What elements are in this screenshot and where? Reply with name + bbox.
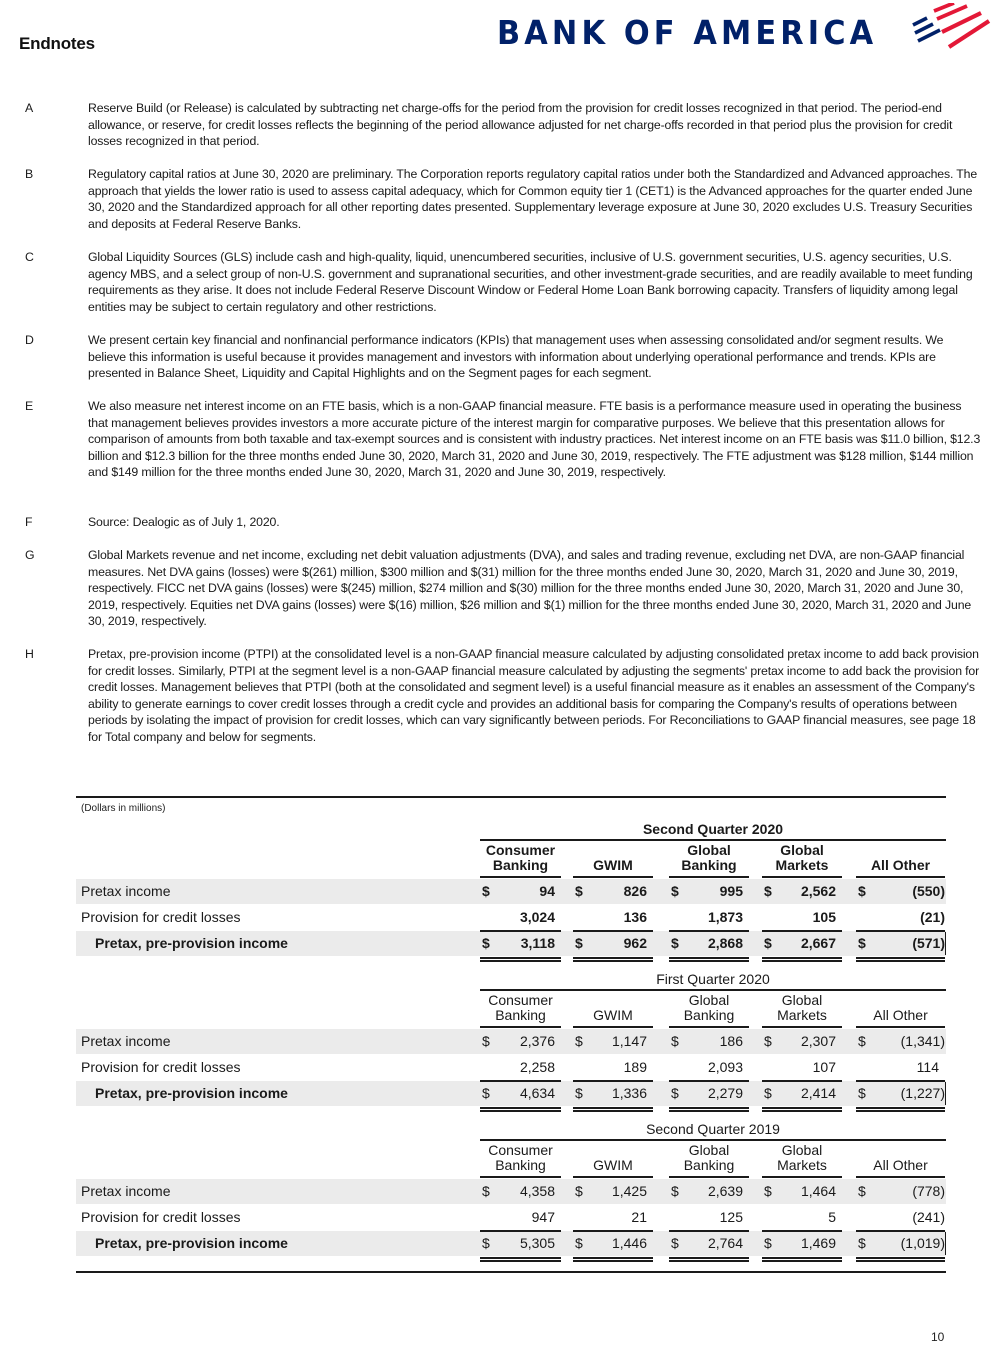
table-cell <box>856 883 945 900</box>
endnote-text: Global Markets revenue and net income, excluding net debit valuation adjustments (DVA), and sales and trading revenue, excluding net DVA, are non-GAAP financial measures. Net DVA gains (losses) were $(261) million, $300 million and $(31) million for the three months ended June 30, 2020, March 31, 2020 and June 30, 2019, respectively. FICC net DVA gains (losses) were $(245) million, $274 million and $(30) million for the three months ended June 30, 2020, March 31, 2020 and June 30, 2019, respectively. Equities net DVA gains (losses) were $(16) million, $26 million and $(1) million for the three months ended June 30, 2020, March 31, 2020 and June 30, 2019, respectively. <box>88 548 972 629</box>
column-header <box>762 843 842 873</box>
column-header-rule <box>669 1026 749 1028</box>
currency-symbol: $ <box>764 883 772 899</box>
currency-symbol: $ <box>482 935 490 951</box>
cell-value: 107 <box>812 1059 836 1075</box>
subtotal-rule <box>762 1080 842 1082</box>
provision-row <box>76 905 946 930</box>
column-header-rule <box>856 1176 945 1178</box>
row-label: Pretax income <box>81 1183 171 1199</box>
currency-symbol: $ <box>671 883 679 899</box>
cell-value: 4,358 <box>519 1183 555 1199</box>
currency-symbol: $ <box>671 1183 679 1199</box>
table-cell <box>856 1209 945 1226</box>
total-double-rule <box>480 1257 561 1262</box>
cell-value: (1,227) <box>900 1085 945 1101</box>
table-cell <box>480 935 561 952</box>
table-cell <box>762 935 842 952</box>
cell-value: 1,469 <box>800 1235 836 1251</box>
subtotal-rule <box>669 1230 749 1232</box>
table-cell <box>573 1059 653 1076</box>
column-header-line1: Consumer <box>488 1142 553 1158</box>
endnote-letter: B <box>25 167 34 181</box>
currency-symbol: $ <box>858 1085 866 1101</box>
subtotal-rule <box>669 1080 749 1082</box>
column-header <box>762 993 842 1023</box>
column-header-line2: Banking <box>492 857 549 873</box>
total-double-rule <box>762 1257 842 1262</box>
ptpi-row <box>76 1231 946 1256</box>
currency-symbol: $ <box>575 883 583 899</box>
column-header-line1 <box>573 1143 653 1158</box>
table-cell <box>669 883 749 900</box>
currency-symbol: $ <box>482 1235 490 1251</box>
subtotal-rule <box>573 1230 653 1232</box>
page-number: 10 <box>931 1330 945 1344</box>
currency-symbol: $ <box>575 1183 583 1199</box>
column-header <box>573 843 653 873</box>
column-header-line1: Global <box>781 1142 823 1158</box>
column-header-line1: Global <box>687 842 731 858</box>
row-label: Pretax income <box>81 1033 171 1049</box>
table-cell <box>762 883 842 900</box>
cell-value: 2,376 <box>519 1033 555 1049</box>
cell-value: 995 <box>719 883 743 899</box>
currency-symbol: $ <box>575 1033 583 1049</box>
table-cell <box>669 1085 749 1102</box>
currency-symbol: $ <box>858 935 866 951</box>
total-double-rule <box>856 957 945 962</box>
ptpi-row <box>76 1081 946 1106</box>
period-header-rule <box>480 839 946 841</box>
cell-value: (21) <box>920 909 945 925</box>
table-cell <box>856 1183 945 1200</box>
column-header-line1 <box>856 843 945 858</box>
endnote-letter: H <box>25 647 34 661</box>
cell-value: 4,634 <box>519 1085 555 1101</box>
endnote-h <box>0 646 984 746</box>
table-cell <box>669 935 749 952</box>
cell-value: 125 <box>719 1209 743 1225</box>
currency-symbol: $ <box>575 1235 583 1251</box>
total-double-rule <box>762 957 842 962</box>
subtotal-rule <box>856 1080 945 1082</box>
cell-value: 2,667 <box>800 935 836 951</box>
table-cell <box>573 1235 653 1252</box>
endnote-letter: C <box>25 250 34 264</box>
column-header-rule <box>762 876 842 878</box>
cell-value: (778) <box>912 1183 945 1199</box>
table-cell <box>856 1059 945 1076</box>
subtotal-rule <box>480 1080 561 1082</box>
table-cell <box>762 1183 842 1200</box>
column-header-line1 <box>573 993 653 1008</box>
table-cell <box>669 1235 749 1252</box>
subtotal-rule <box>669 930 749 932</box>
column-header-rule <box>669 876 749 878</box>
table-cell <box>669 909 749 926</box>
provision-row <box>76 1205 946 1230</box>
table-cell <box>856 1085 945 1102</box>
endnote-text: We present certain key financial and nonfinancial performance indicators (KPIs) that management uses when assessing consolidated and/or segment results. We believe this information is useful because it provides management and investors with information about underlying operational performance and trends. KPIs are presented in Balance Sheet, Liquidity and Capital Highlights and on the Segment pages for each segment. <box>88 333 944 381</box>
cell-value: 962 <box>623 935 647 951</box>
column-header-line1 <box>573 843 653 858</box>
currency-symbol: $ <box>764 1235 772 1251</box>
cell-border <box>945 932 946 955</box>
cell-value: 1,336 <box>611 1085 647 1101</box>
column-header-rule <box>856 876 945 878</box>
currency-symbol: $ <box>858 1235 866 1251</box>
endnote-b <box>0 166 984 232</box>
currency-symbol: $ <box>482 1183 490 1199</box>
cell-value: 105 <box>812 909 836 925</box>
row-label: Pretax income <box>81 883 171 899</box>
column-header-rule <box>573 1026 653 1028</box>
cell-value: 94 <box>539 883 555 899</box>
column-header <box>856 993 945 1023</box>
currency-symbol: $ <box>764 1033 772 1049</box>
pretax-income-row <box>76 1179 946 1204</box>
table-cell <box>762 1085 842 1102</box>
column-header-line1: Consumer <box>485 842 556 858</box>
column-header <box>856 843 945 873</box>
cell-value: (241) <box>912 1209 945 1225</box>
table-cell <box>856 1235 945 1252</box>
cell-value: 1,873 <box>707 909 743 925</box>
column-header-line2: Markets <box>775 857 829 873</box>
table-cell <box>762 909 842 926</box>
table-cell <box>856 1033 945 1050</box>
endnote-text: We also measure net interest income on an FTE basis, which is a non-GAAP financial measure. FTE basis is a performance measure used in operating the business that management believes provides investors a more accurate picture of the interest margin for comparative purposes. We believe that this presentation allows for comparison of amounts from both taxable and tax-exempt sources and is consistent with industry practices. Net interest income on an FTE basis was $11.0 billion, $12.3 billion and $12.3 billion for the three months ended June 30, 2020, March 31, 2020 and June 30, 2019, respectively. The FTE adjustment was $128 million, $144 million and $149 million for the three months ended June 30, 2020, March 31, 2020 and June 30, 2019, respectively. <box>88 399 981 480</box>
cell-value: 1,464 <box>800 1183 836 1199</box>
total-double-rule <box>573 1257 653 1262</box>
subtotal-rule <box>480 1230 561 1232</box>
subtotal-rule <box>480 930 561 932</box>
total-double-rule <box>573 1107 653 1112</box>
table-cell <box>480 883 561 900</box>
period-header: Second Quarter 2019 <box>646 1121 780 1137</box>
endnote-letter: E <box>25 399 34 413</box>
column-header-line1: Global <box>780 842 824 858</box>
currency-symbol: $ <box>764 1085 772 1101</box>
column-header-rule <box>856 1026 945 1028</box>
currency-symbol: $ <box>575 935 583 951</box>
cell-value: 1,425 <box>611 1183 647 1199</box>
bank-of-america-logo <box>497 3 992 53</box>
column-header <box>856 1143 945 1173</box>
table-cell <box>762 1033 842 1050</box>
cell-border <box>945 1082 946 1105</box>
currency-symbol: $ <box>858 1183 866 1199</box>
subtotal-rule <box>856 930 945 932</box>
cell-value: 5 <box>828 1209 836 1225</box>
pretax-income-row <box>76 1029 946 1054</box>
row-label: Provision for credit losses <box>81 1059 241 1075</box>
row-label: Pretax, pre-provision income <box>95 1235 288 1251</box>
cell-value: 826 <box>623 883 647 899</box>
period-header: First Quarter 2020 <box>656 971 770 987</box>
column-header-line2: All Other <box>873 1007 928 1023</box>
table-cell <box>573 1183 653 1200</box>
cell-value: 2,868 <box>707 935 743 951</box>
column-header-line1 <box>856 1143 945 1158</box>
logo-wordmark: BANK OF AMERICA <box>497 13 878 52</box>
cell-value: 1,446 <box>611 1235 647 1251</box>
table-cell <box>573 1085 653 1102</box>
column-header-line2: GWIM <box>593 857 633 873</box>
page-title: Endnotes <box>19 34 95 53</box>
currency-symbol: $ <box>575 1085 583 1101</box>
table-cell <box>480 1235 561 1252</box>
cell-value: 114 <box>916 1059 939 1075</box>
pretax-income-row <box>76 879 946 904</box>
table-cell <box>669 1033 749 1050</box>
endnote-letter: G <box>25 548 35 562</box>
cell-value: (571) <box>912 935 945 951</box>
cell-value: 3,024 <box>519 909 555 925</box>
cell-value: 1,147 <box>611 1033 647 1049</box>
table-cell <box>480 1085 561 1102</box>
column-header-line2: All Other <box>873 1157 928 1173</box>
column-header <box>480 1143 561 1173</box>
column-header-line1: Global <box>688 1142 730 1158</box>
endnote-c <box>0 249 984 315</box>
column-header-rule <box>762 1176 842 1178</box>
currency-symbol: $ <box>764 1183 772 1199</box>
cell-value: 2,562 <box>800 883 836 899</box>
endnote-a <box>0 100 984 150</box>
table-cell <box>762 1059 842 1076</box>
endnote-letter: A <box>25 101 34 115</box>
ptpi-row <box>76 931 946 956</box>
currency-symbol: $ <box>482 1033 490 1049</box>
total-double-rule <box>762 1107 842 1112</box>
table-cell <box>669 1209 749 1226</box>
currency-symbol: $ <box>858 1033 866 1049</box>
endnote-text: Reserve Build (or Release) is calculated by subtracting net charge-offs for the period from the provision for credit losses recognized in that period. The period-end allowance, or reserve, for credit losses reflects the beginning of the period allowance adjusted for net charge-offs recorded in that period plus the provision for credit losses recognized in that period. <box>88 101 953 149</box>
cell-value: 2,639 <box>707 1183 743 1199</box>
cell-value: 3,118 <box>520 935 555 951</box>
table-cell <box>762 1235 842 1252</box>
endnote-text: Global Liquidity Sources (GLS) include cash and high-quality, liquid, unencumbered securities, inclusive of U.S. government securities, U.S. agency securities, U.S. agency MBS, and a select group of non-U.S. government and supranational securities, and other investment-grade securities, and are readily available to meet funding requirements as they arise. It does not include Federal Reserve Discount Window or Federal Home Loan Bank borrowing capacity. Transfers of liquidity among legal entities may be subject to certain regulatory and other restrictions. <box>88 250 973 314</box>
table-cell <box>573 909 653 926</box>
currency-symbol: $ <box>671 1085 679 1101</box>
cell-value: 136 <box>623 909 647 925</box>
column-header-line1: Global <box>688 992 730 1008</box>
subtotal-rule <box>762 1230 842 1232</box>
column-header <box>669 993 749 1023</box>
column-header <box>573 1143 653 1173</box>
flagscape-icon <box>899 3 991 53</box>
total-double-rule <box>573 957 653 962</box>
table-cell <box>856 909 945 926</box>
total-double-rule <box>856 1107 945 1112</box>
cell-value: 947 <box>531 1209 555 1225</box>
table-units-note: (Dollars in millions) <box>81 803 166 814</box>
column-header <box>669 843 749 873</box>
endnote-text: Pretax, pre-provision income (PTPI) at the consolidated level is a non-GAAP financial measure calculated by adjusting consolidated pretax income to add back provision for credit losses. Similarly, PTPI at the segment level is a non-GAAP financial measure calculated by adjusting the segments' pretax income to add back the provision for credit losses. Management believes that PTPI (both at the consolidated and segment level) is a useful financial measure as it enables an assessment of the Company's ability to generate earnings to cover credit losses through a credit cycle and provides an additional basis for comparing the Company's results of operations between periods by isolating the impact of provision for credit losses, which can vary significantly between periods. For Reconciliations to GAAP financial measures, see page 18 for Total company and below for segments. <box>88 647 980 744</box>
cell-value: (1,019) <box>900 1235 945 1251</box>
column-header <box>762 1143 842 1173</box>
table-cell <box>573 1209 653 1226</box>
table-cell <box>480 1209 561 1226</box>
period-header-rule <box>480 989 946 991</box>
total-double-rule <box>480 1107 561 1112</box>
column-header-line2: Banking <box>683 1007 735 1023</box>
column-header-line2: Banking <box>683 1157 735 1173</box>
currency-symbol: $ <box>671 935 679 951</box>
currency-symbol: $ <box>671 1235 679 1251</box>
column-header-line2: Markets <box>777 1157 827 1173</box>
endnote-f <box>0 514 984 531</box>
table-top-rule <box>76 796 946 798</box>
column-header-line1: Global <box>781 992 823 1008</box>
cell-value: 2,279 <box>707 1085 743 1101</box>
total-double-rule <box>856 1257 945 1262</box>
total-double-rule <box>480 957 561 962</box>
table-cell <box>480 1059 561 1076</box>
column-header-line2: Banking <box>495 1157 546 1173</box>
table-cell <box>480 1033 561 1050</box>
endnote-d <box>0 332 984 382</box>
column-header <box>573 993 653 1023</box>
cell-value: 21 <box>631 1209 647 1225</box>
row-label: Provision for credit losses <box>81 909 241 925</box>
table-cell <box>669 1183 749 1200</box>
endnote-letter: F <box>25 515 33 529</box>
period-header: Second Quarter 2020 <box>642 821 784 837</box>
table-cell <box>573 935 653 952</box>
cell-value: 186 <box>719 1033 743 1049</box>
currency-symbol: $ <box>671 1033 679 1049</box>
column-header-rule <box>669 1176 749 1178</box>
column-header-rule <box>573 1176 653 1178</box>
column-header-rule <box>480 1176 561 1178</box>
currency-symbol: $ <box>482 1085 490 1101</box>
total-double-rule <box>669 957 749 962</box>
total-double-rule <box>669 1107 749 1112</box>
column-header-line2: GWIM <box>593 1007 633 1023</box>
endnote-e <box>0 398 984 481</box>
table-cell <box>573 883 653 900</box>
column-header-rule <box>762 1026 842 1028</box>
subtotal-rule <box>856 1230 945 1232</box>
table-cell <box>480 909 561 926</box>
cell-value: 2,764 <box>707 1235 743 1251</box>
subtotal-rule <box>762 930 842 932</box>
column-header-line2: All Other <box>870 857 931 873</box>
table-cell <box>669 1059 749 1076</box>
currency-symbol: $ <box>482 883 490 899</box>
cell-value: 5,305 <box>519 1235 555 1251</box>
endnote-g <box>0 547 984 630</box>
table-cell <box>480 1183 561 1200</box>
column-header-rule <box>480 1026 561 1028</box>
column-header-line2: GWIM <box>593 1157 633 1173</box>
provision-row <box>76 1055 946 1080</box>
column-header-rule <box>573 876 653 878</box>
cell-value: 2,258 <box>519 1059 555 1075</box>
column-header-line1 <box>856 993 945 1008</box>
column-header-line2: Banking <box>681 857 737 873</box>
row-label: Provision for credit losses <box>81 1209 241 1225</box>
table-cell <box>573 1033 653 1050</box>
endnote-text: Source: Dealogic as of July 1, 2020. <box>88 515 280 529</box>
column-header-rule <box>480 876 561 878</box>
column-header-line1: Consumer <box>488 992 553 1008</box>
total-double-rule <box>669 1257 749 1262</box>
row-label: Pretax, pre-provision income <box>95 935 288 951</box>
row-label: Pretax, pre-provision income <box>95 1085 288 1101</box>
table-cell <box>856 935 945 952</box>
currency-symbol: $ <box>858 883 866 899</box>
table-bottom-rule <box>76 1271 946 1273</box>
cell-value: (550) <box>912 883 945 899</box>
column-header <box>480 993 561 1023</box>
cell-value: 2,093 <box>707 1059 743 1075</box>
table-cell <box>762 1209 842 1226</box>
cell-value: 189 <box>623 1059 647 1075</box>
subtotal-rule <box>573 1080 653 1082</box>
cell-value: (1,341) <box>900 1033 945 1049</box>
period-header-rule <box>480 1139 946 1141</box>
endnote-letter: D <box>25 333 34 347</box>
column-header-line2: Markets <box>777 1007 827 1023</box>
column-header-line2: Banking <box>495 1007 546 1023</box>
column-header <box>669 1143 749 1173</box>
subtotal-rule <box>573 930 653 932</box>
endnote-text: Regulatory capital ratios at June 30, 2020 are preliminary. The Corporation reports regulatory capital ratios under both the Standardized and Advanced approaches. The approach that yields the lower ratio is used to assess capital adequacy, which for Common equity tier 1 (CET1) is the Advanced approaches for the quarter ended June 30, 2020 and the Standardized approach for all other reporting dates presented. Supplementary leverage exposure at June 30, 2020 excludes U.S. Treasury Securities and deposits at Federal Reserve Banks. <box>88 167 978 231</box>
currency-symbol: $ <box>764 935 772 951</box>
cell-value: 2,414 <box>800 1085 836 1101</box>
cell-value: 2,307 <box>800 1033 836 1049</box>
column-header <box>480 843 561 873</box>
cell-border <box>945 1232 946 1255</box>
